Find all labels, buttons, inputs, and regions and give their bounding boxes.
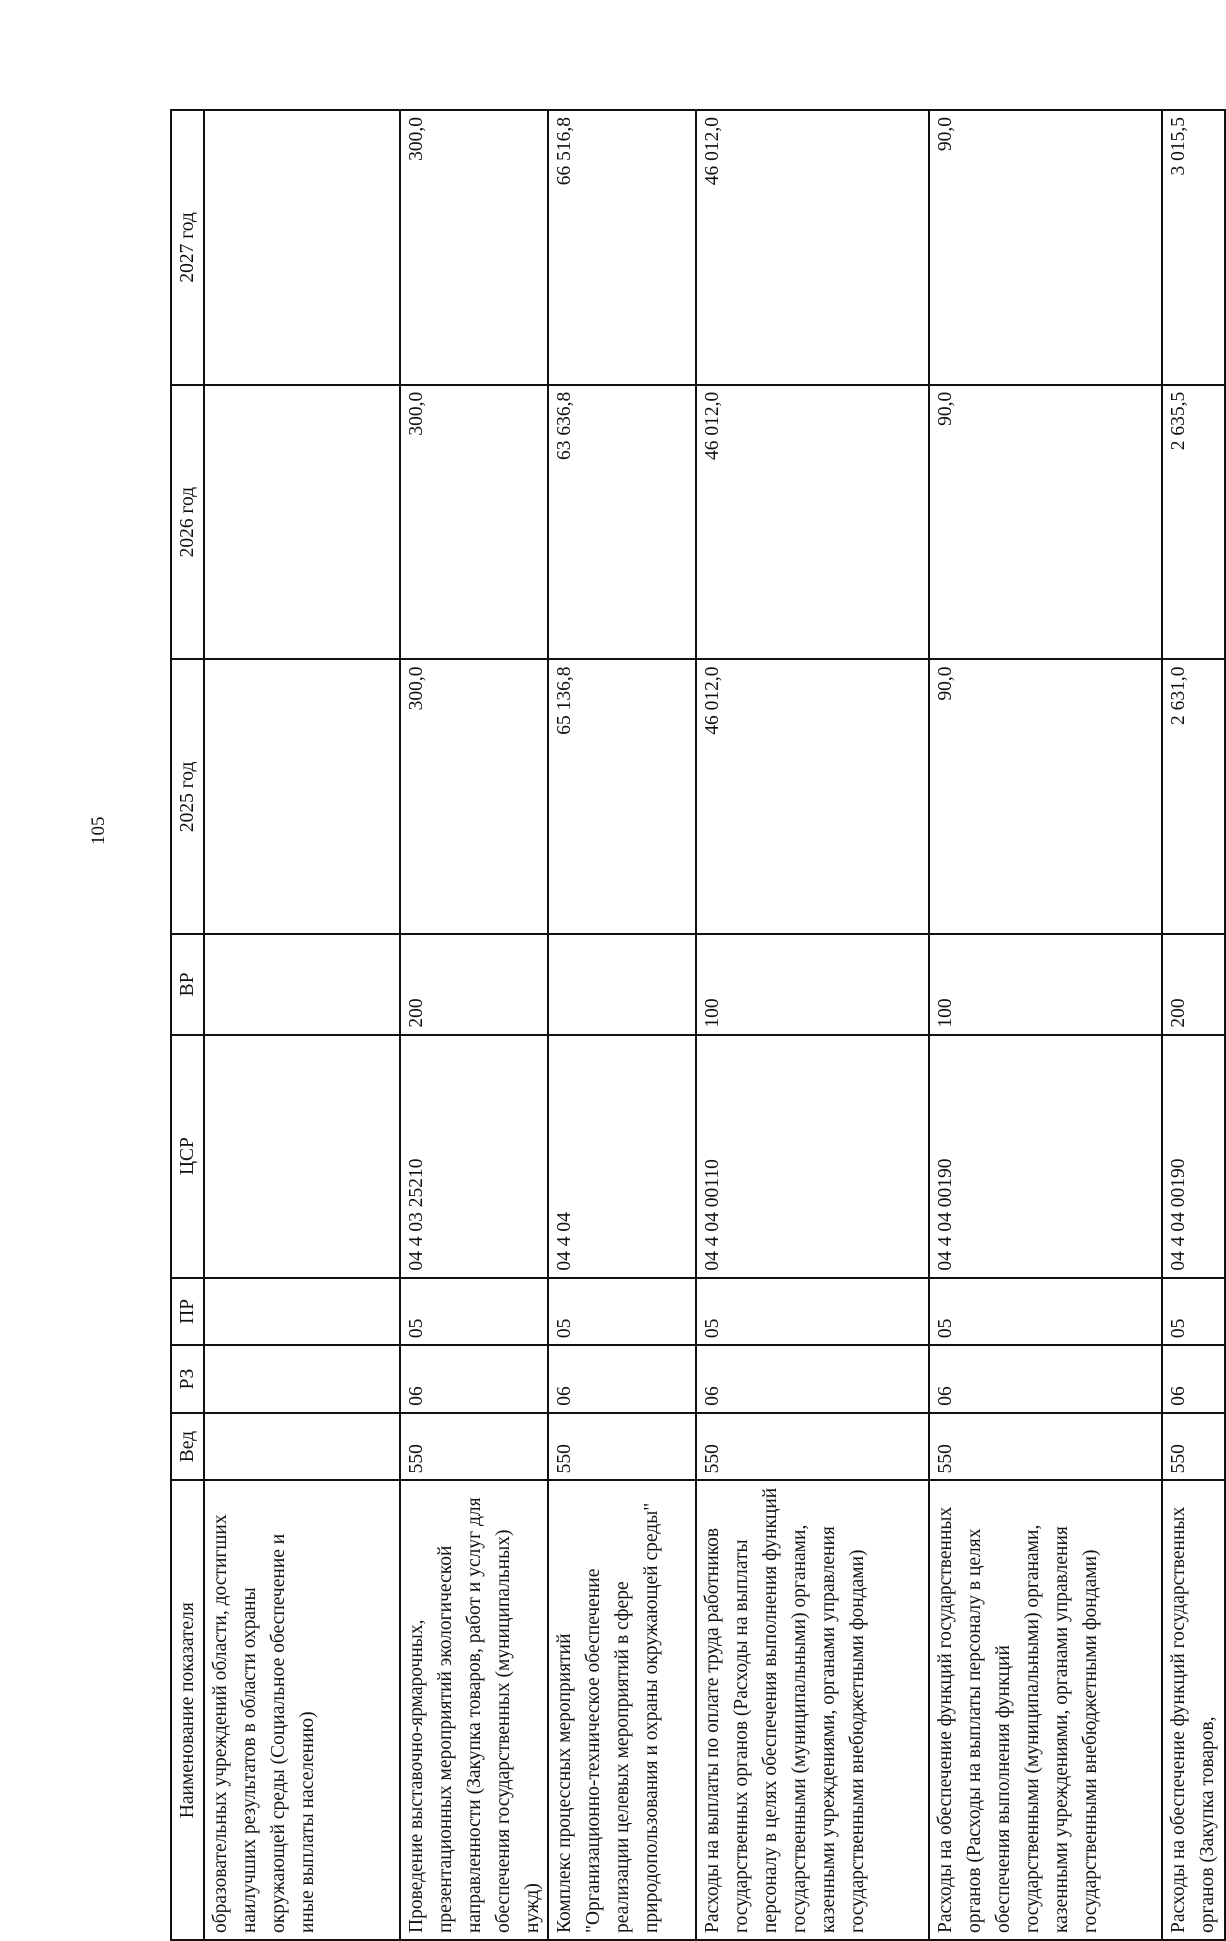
cell-name: Расходы на обеспечение функций государственных органов (Закупка товаров, — [1162, 1480, 1225, 1940]
table-row — [204, 110, 400, 1940]
cell-vr: 100 — [929, 934, 1162, 1034]
cell-2025: 46 012,0 — [696, 659, 929, 934]
cell-csr — [204, 1035, 400, 1278]
cell-pr: 05 — [696, 1278, 929, 1346]
cell-2026: 90,0 — [929, 385, 1162, 660]
table-row — [1162, 110, 1225, 1940]
cell-csr: 04 4 04 — [548, 1035, 696, 1278]
budget-table — [170, 109, 1226, 1941]
cell-rz: 06 — [548, 1345, 696, 1413]
cell-name: образовательных учреждений области, достигших наилучших результатов в области охраны окружающей среды (Социальное обеспечение и иные выплаты населению) — [204, 1480, 400, 1940]
header-2025: 2025 год — [171, 659, 204, 934]
cell-rz: 06 — [929, 1345, 1162, 1413]
header-name: Наименование показателя — [171, 1480, 204, 1940]
cell-vr: 200 — [1162, 934, 1225, 1034]
cell-pr: 05 — [1162, 1278, 1225, 1346]
cell-ved: 550 — [1162, 1413, 1225, 1481]
cell-2026: 300,0 — [400, 385, 548, 660]
cell-vr — [548, 934, 696, 1034]
cell-vr — [204, 934, 400, 1034]
cell-pr: 05 — [400, 1278, 548, 1346]
cell-pr: 05 — [548, 1278, 696, 1346]
cell-ved: 550 — [548, 1413, 696, 1481]
header-2027: 2027 год — [171, 110, 204, 385]
cell-pr — [204, 1278, 400, 1346]
cell-rz: 06 — [696, 1345, 929, 1413]
table-row — [400, 110, 548, 1940]
header-vr: ВР — [171, 934, 204, 1034]
cell-2025: 65 136,8 — [548, 659, 696, 934]
header-2026: 2026 год — [171, 385, 204, 660]
table-row — [548, 110, 696, 1940]
cell-vr: 200 — [400, 934, 548, 1034]
cell-2025: 2 631,0 — [1162, 659, 1225, 934]
header-rz: РЗ — [171, 1345, 204, 1413]
cell-ved: 550 — [696, 1413, 929, 1481]
cell-2026: 63 636,8 — [548, 385, 696, 660]
cell-2027: 90,0 — [929, 110, 1162, 385]
cell-ved — [204, 1413, 400, 1481]
cell-2027: 66 516,8 — [548, 110, 696, 385]
cell-name: Комплекс процессных мероприятий "Организационно-техническое обеспечение реализации целевых мероприятий в сфере природопользования и охраны окружающей среды" — [548, 1480, 696, 1940]
cell-rz — [204, 1345, 400, 1413]
cell-pr: 05 — [929, 1278, 1162, 1346]
cell-2026: 2 635,5 — [1162, 385, 1225, 660]
cell-2026: 46 012,0 — [696, 385, 929, 660]
cell-rz: 06 — [400, 1345, 548, 1413]
cell-name: Расходы на обеспечение функций государственных органов (Расходы на выплаты персоналу в целях обеспечения выполнения функций государственными (муниципальными) органами, казенными учреждениями, органами управления государственными внебюджетными фондами) — [929, 1480, 1162, 1940]
table-row — [929, 110, 1162, 1940]
table-header-row — [171, 110, 204, 1940]
cell-2027: 300,0 — [400, 110, 548, 385]
cell-csr: 04 4 04 00190 — [929, 1035, 1162, 1278]
cell-2025 — [204, 659, 400, 934]
cell-2025: 90,0 — [929, 659, 1162, 934]
cell-name: Проведение выставочно-ярмарочных, презентационных мероприятий экологической направленности (Закупка товаров, работ и услуг для обеспечения государственных (муниципальных) нужд) — [400, 1480, 548, 1940]
header-ved: Вед — [171, 1413, 204, 1481]
header-csr: ЦСР — [171, 1035, 204, 1278]
page-number: 105 — [88, 816, 109, 845]
cell-csr: 04 4 04 00110 — [696, 1035, 929, 1278]
cell-2027: 46 012,0 — [696, 110, 929, 385]
cell-2025: 300,0 — [400, 659, 548, 934]
cell-rz: 06 — [1162, 1345, 1225, 1413]
cell-vr: 100 — [696, 934, 929, 1034]
header-pr: ПР — [171, 1278, 204, 1346]
cell-2026 — [204, 385, 400, 660]
cell-ved: 550 — [929, 1413, 1162, 1481]
table-row — [696, 110, 929, 1940]
cell-ved: 550 — [400, 1413, 548, 1481]
budget-table-container — [170, 109, 1218, 1941]
cell-2027 — [204, 110, 400, 385]
cell-csr: 04 4 03 25210 — [400, 1035, 548, 1278]
cell-name: Расходы на выплаты по оплате труда работников государственных органов (Расходы на выплаты персоналу в целях обеспечения выполнения функций государственными (муниципальными) органами, казенными учреждениями, органами управления государственными внебюджетными фондами) — [696, 1480, 929, 1940]
cell-2027: 3 015,5 — [1162, 110, 1225, 385]
cell-csr: 04 4 04 00190 — [1162, 1035, 1225, 1278]
